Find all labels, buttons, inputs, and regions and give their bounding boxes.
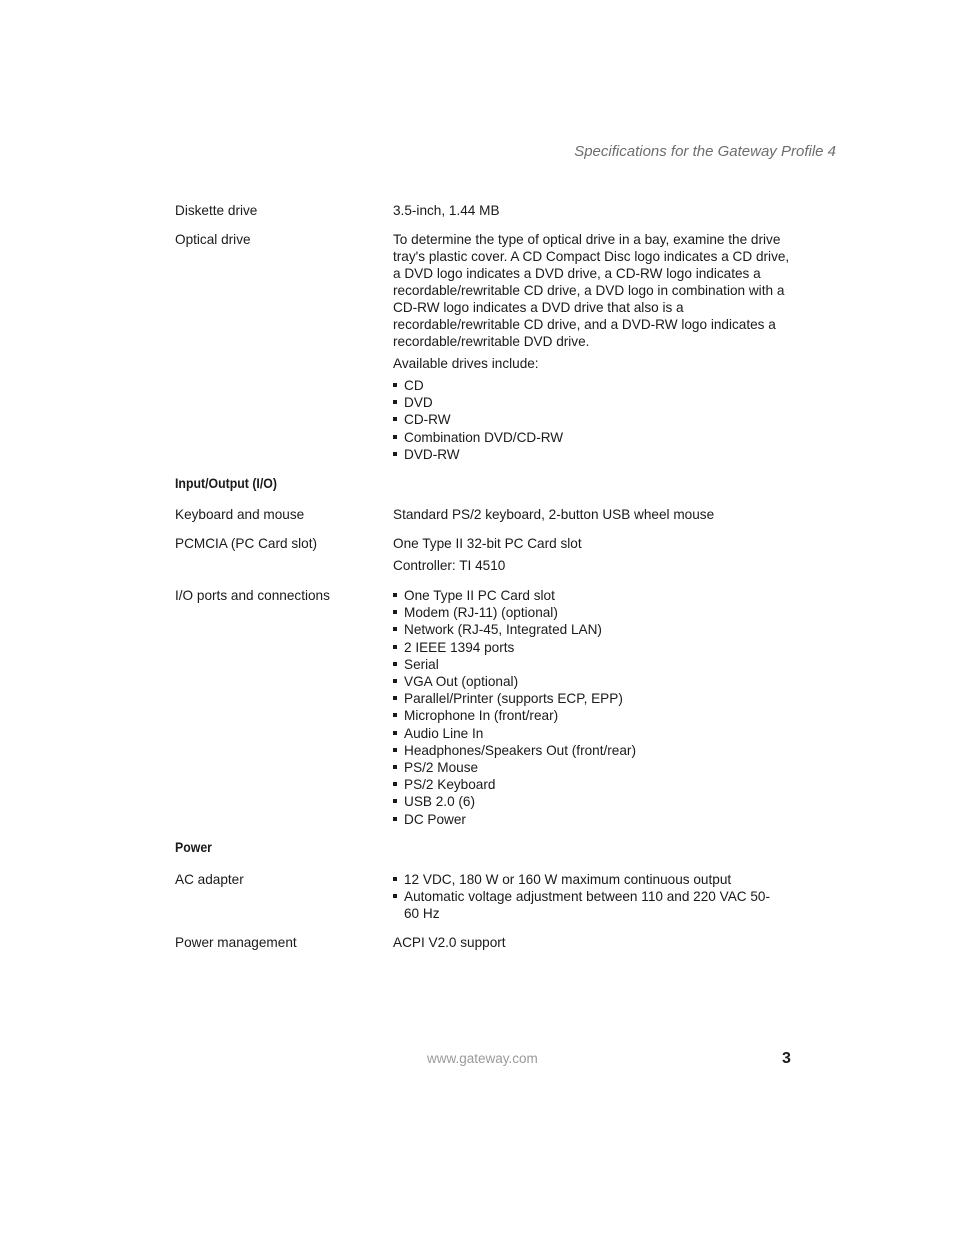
list-item: Microphone In (front/rear) [393,707,793,724]
ac-adapter-list [393,871,778,923]
pcmcia-controller: Controller: TI 4510 [393,558,506,573]
spec-label: Optical drive [175,232,251,247]
list-item: Network (RJ-45, Integrated LAN) [393,621,793,638]
list-item: DC Power [393,811,793,828]
list-item: Modem (RJ-11) (optional) [393,604,793,621]
spec-value [393,535,793,574]
list-item: One Type II PC Card slot [393,587,793,604]
bullet-icon [393,645,397,649]
ports-list [393,587,793,828]
list-item: DVD-RW [393,446,793,463]
bullet-icon [393,782,397,786]
spec-value [393,587,793,828]
spec-value [393,231,793,463]
list-item: USB 2.0 (6) [393,793,793,810]
list-item: Serial [393,656,793,673]
bullet-icon [393,417,397,421]
list-item: 12 VDC, 180 W or 160 W maximum continuous output [393,871,778,888]
spec-label: Diskette drive [175,203,258,218]
bullet-icon [393,593,397,597]
bullet-icon [393,817,397,821]
list-item: DVD [393,394,793,411]
bullet-icon [393,610,397,614]
bullet-icon [393,748,397,752]
list-item: Audio Line In [393,725,793,742]
bullet-icon [393,696,397,700]
available-drives-intro: Available drives include: [393,356,539,371]
spec-value: 3.5-inch, 1.44 MB [393,203,500,218]
running-header: Specifications for the Gateway Profile 4 [574,143,836,160]
spec-value: ACPI V2.0 support [393,935,506,950]
spec-label: Power management [175,935,297,950]
spec-label: Keyboard and mouse [175,507,305,522]
section-heading-power: Power [175,839,212,855]
list-item: Headphones/Speakers Out (front/rear) [393,742,793,759]
list-item: CD [393,377,793,394]
list-item: PS/2 Mouse [393,759,793,776]
bullet-icon [393,731,397,735]
bullet-icon [393,894,397,898]
bullet-icon [393,452,397,456]
drive-list [393,377,793,463]
pcmcia-slot: One Type II 32-bit PC Card slot [393,536,582,551]
bullet-icon [393,679,397,683]
bullet-icon [393,627,397,631]
spec-label: AC adapter [175,872,244,887]
list-item: Parallel/Printer (supports ECP, EPP) [393,690,793,707]
bullet-icon [393,435,397,439]
bullet-icon [393,765,397,769]
list-item: Combination DVD/CD-RW [393,429,793,446]
spec-value [393,871,778,923]
footer-url: www.gateway.com [427,1051,538,1066]
list-item: PS/2 Keyboard [393,776,793,793]
bullet-icon [393,383,397,387]
bullet-icon [393,799,397,803]
bullet-icon [393,400,397,404]
optical-description: To determine the type of optical drive in a bay, examine the drive tray's plastic cover. A CD Compact Disc logo indicates a CD drive, a DVD logo indicates a DVD drive, a CD-RW logo indicates a recordable/rewritable CD drive, a DVD logo in combination with a CD-RW logo indicates a DVD drive that also is a recordable/rewritable CD drive, and a DVD-RW logo indicates a recordable/rewritable DVD drive. [393,232,790,349]
list-item: CD-RW [393,411,793,428]
bullet-icon [393,662,397,666]
bullet-icon [393,877,397,881]
spec-label: PCMCIA (PC Card slot) [175,536,318,551]
list-item: Automatic voltage adjustment between 110 and 220 VAC 50-60 Hz [393,888,778,922]
bullet-icon [393,713,397,717]
page-number: 3 [782,1050,791,1067]
list-item: 2 IEEE 1394 ports [393,639,793,656]
spec-label: I/O ports and connections [175,588,330,603]
spec-value: Standard PS/2 keyboard, 2-button USB wheel mouse [393,507,715,522]
list-item: VGA Out (optional) [393,673,793,690]
section-heading-io: Input/Output (I/O) [175,475,277,491]
